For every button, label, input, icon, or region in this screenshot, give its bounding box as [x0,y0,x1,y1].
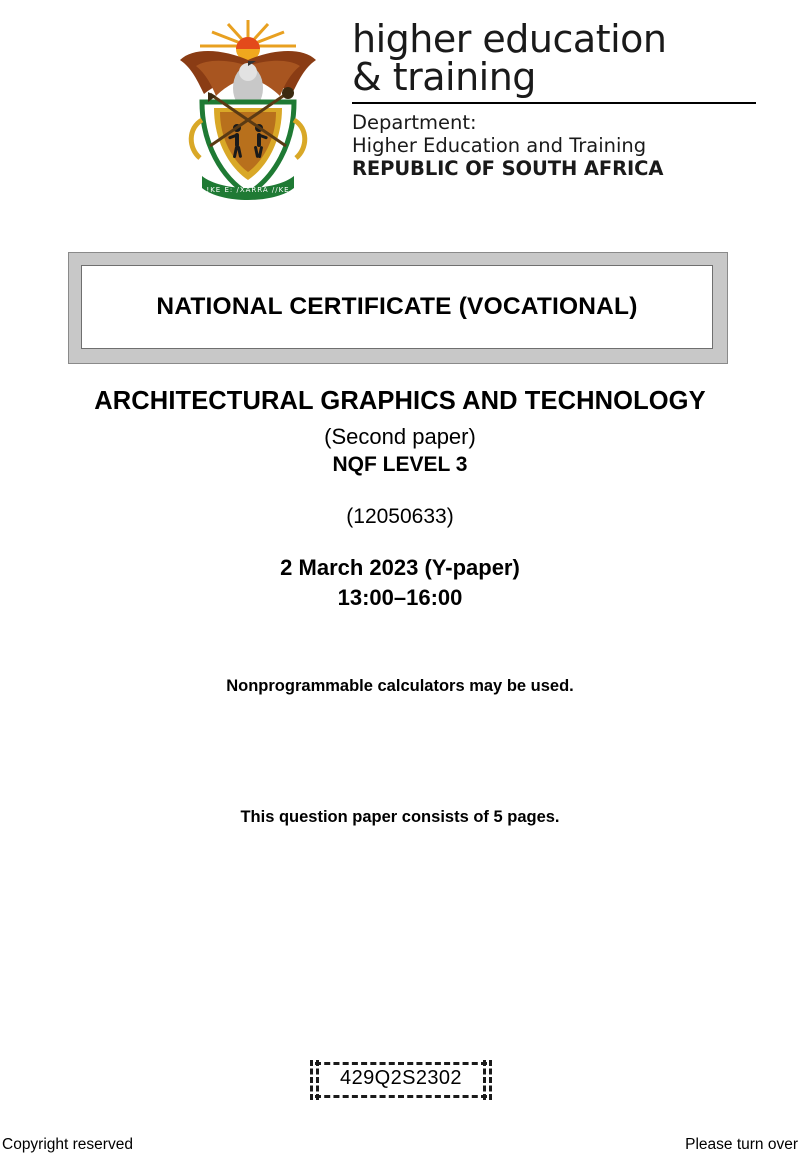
department-wordmark [352,17,762,180]
department-title-line1: higher education [352,17,667,61]
wordmark-divider [352,102,756,104]
nqf-level: NQF LEVEL 3 [332,453,468,476]
copyright-note: Copyright reserved [2,1136,133,1153]
paper-number: (Second paper) [324,424,476,449]
certificate-banner-inner [81,265,713,349]
page-count-note: This question paper consists of 5 pages. [240,808,560,826]
exam-date: 2 March 2023 (Y-paper) [280,555,520,580]
paper-code-stamp [305,1058,497,1102]
stamp-border-top [315,1062,487,1065]
exam-time: 13:00–16:00 [337,585,463,610]
paper-code-text: 429Q2S2302 [340,1067,462,1089]
certificate-banner-frame [68,252,728,364]
department-name: Higher Education and Training [352,134,647,157]
certificate-banner-text: NATIONAL CERTIFICATE (VOCATIONAL) [156,293,638,320]
department-title-line2: & training [352,55,536,99]
svg-text:!KE E: /XARRA //KE: !KE E: /XARRA //KE [206,186,290,194]
stamp-border-bottom [315,1095,487,1098]
turn-over-note: Please turn over [685,1136,798,1153]
department-label: Department: [352,111,477,134]
letterhead [0,14,800,219]
calculator-note: Nonprogrammable calculators may be used. [226,677,574,695]
south-africa-coat-of-arms-icon [158,16,338,216]
subject-code: (12050633) [346,505,454,528]
subject-title: ARCHITECTURAL GRAPHICS AND TECHNOLOGY [94,387,706,415]
page-footer [0,1136,800,1155]
country-name: REPUBLIC OF SOUTH AFRICA [352,157,664,180]
